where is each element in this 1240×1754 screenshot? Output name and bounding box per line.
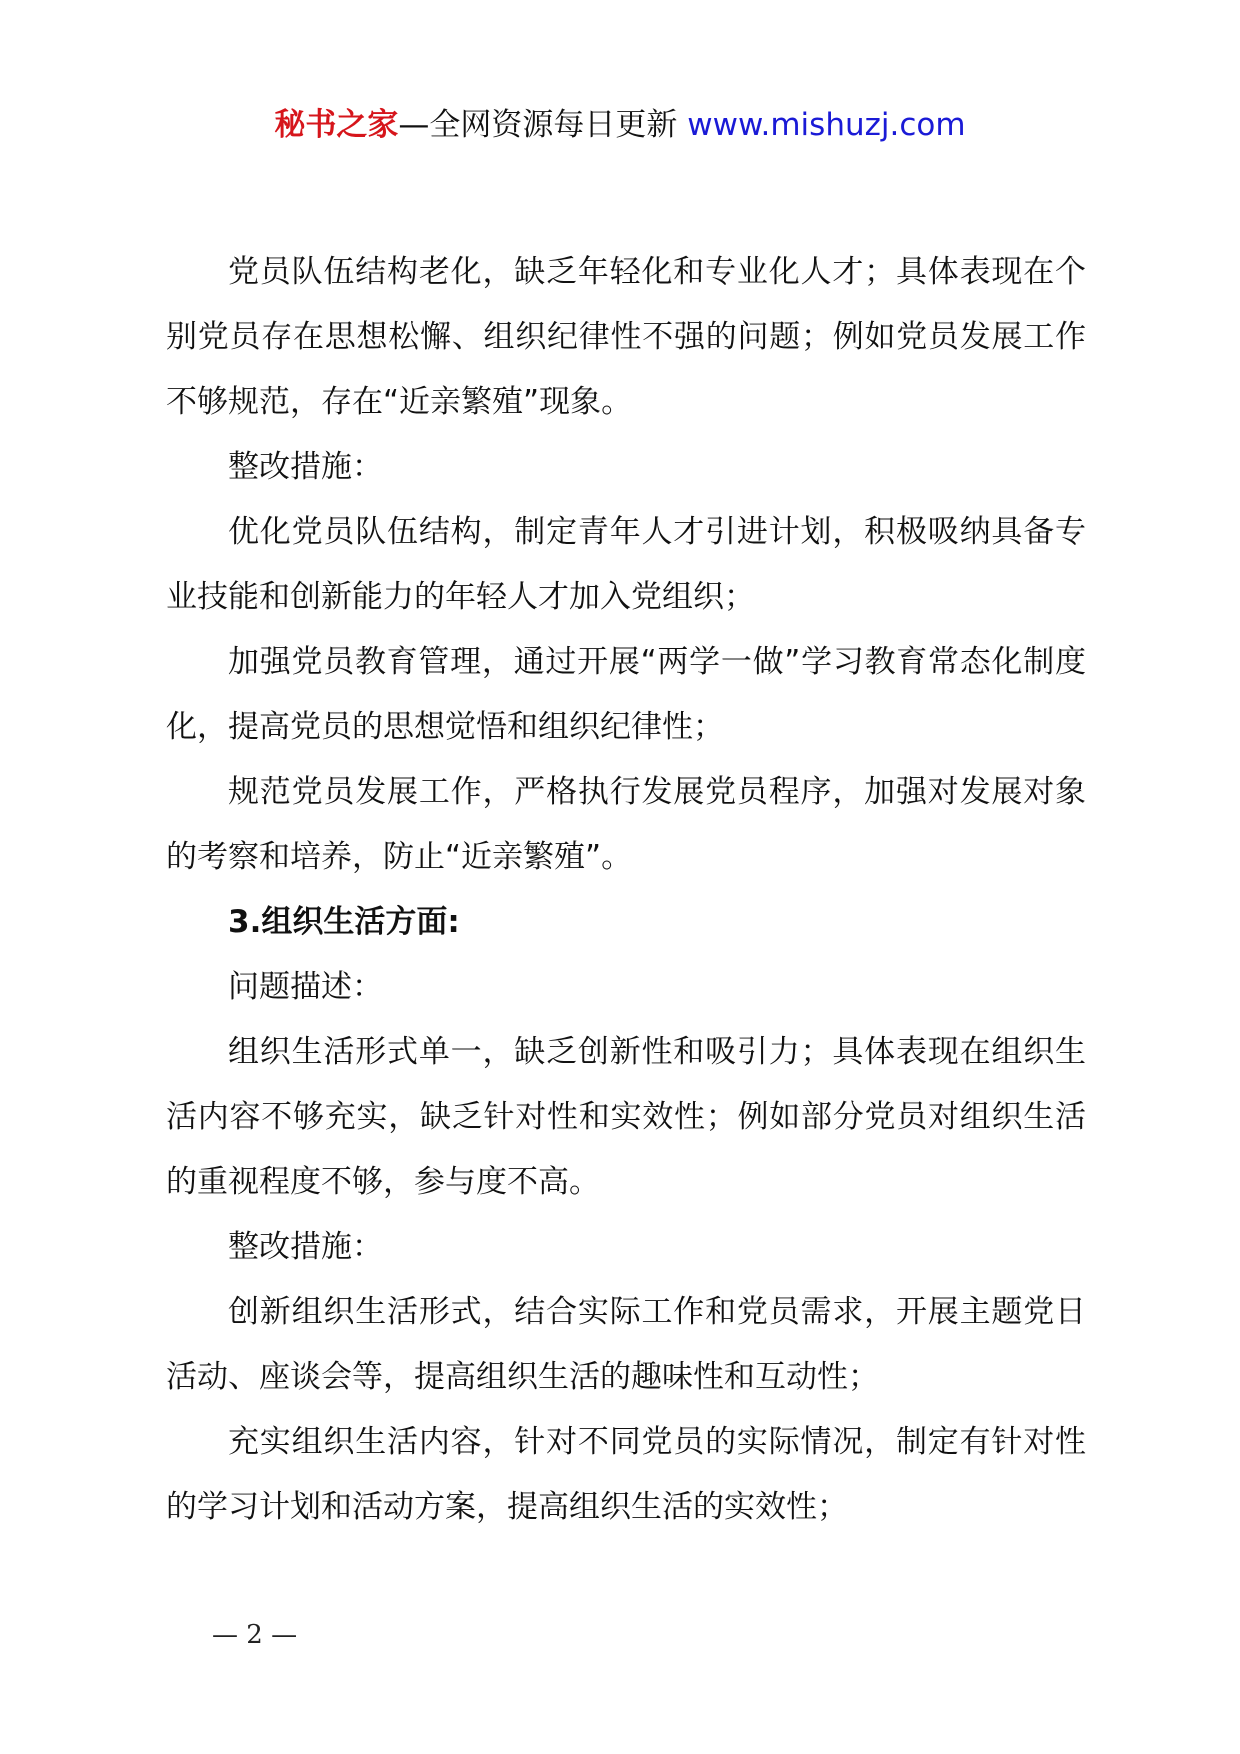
paragraph: 创新组织生活形式，结合实际工作和党员需求，开展主题党日活动、座谈会等，提高组织生活的趣味性和互动性； <box>166 1294 1086 1395</box>
paragraph: 整改措施： <box>228 1229 383 1265</box>
paragraph: 问题描述： <box>228 969 383 1005</box>
paragraph: 充实组织生活内容，针对不同党员的实际情况，制定有针对性的学习计划和活动方案，提高组织生活的实效性； <box>166 1424 1086 1525</box>
paragraph: 整改措施： <box>228 449 383 485</box>
paragraph: 规范党员发展工作，严格执行发展党员程序，加强对发展对象的考察和培养，防止“近亲繁殖”。 <box>166 774 1086 875</box>
document-body <box>166 240 1086 1540</box>
section-heading: 3.组织生活方面: <box>228 904 460 940</box>
header-brand: 秘书之家 <box>274 107 399 143</box>
page-number: — 2 — <box>212 1620 298 1650</box>
header-slogan: —全网资源每日更新 <box>398 107 678 143</box>
paragraph: 加强党员教育管理，通过开展“两学一做”学习教育常态化制度化，提高党员的思想觉悟和组织纪律性； <box>166 644 1086 745</box>
paragraph: 组织生活形式单一，缺乏创新性和吸引力；具体表现在组织生活内容不够充实，缺乏针对性和实效性；例如部分党员对组织生活的重视程度不够，参与度不高。 <box>166 1034 1086 1200</box>
paragraph: 优化党员队伍结构，制定青年人才引进计划，积极吸纳具备专业技能和创新能力的年轻人才加入党组织； <box>166 514 1086 615</box>
paragraph: 党员队伍结构老化，缺乏年轻化和专业化人才；具体表现在个别党员存在思想松懈、组织纪律性不强的问题；例如党员发展工作不够规范，存在“近亲繁殖”现象。 <box>166 254 1086 420</box>
page-header <box>0 98 1240 152</box>
header-url[interactable]: www.mishuzj.com <box>687 107 966 143</box>
